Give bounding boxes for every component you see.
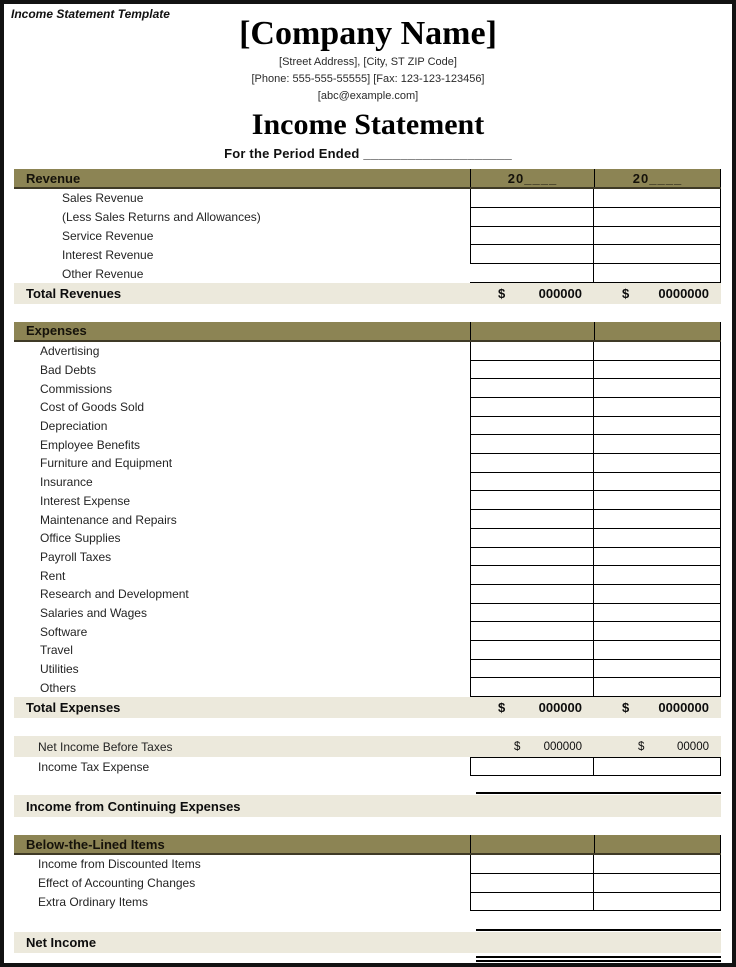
document-header [4,4,732,161]
amount-cell-year1[interactable] [470,361,594,380]
amount-cell-year2[interactable] [594,855,721,874]
below-the-line-row [14,874,721,893]
expense-row [14,361,721,380]
expense-items [14,342,721,697]
expense-row [14,491,721,510]
amount-cell-year2[interactable] [594,566,721,585]
amount-cell-year1[interactable] [470,510,594,529]
amount-cell-year1[interactable] [470,622,594,641]
expense-item-label: Salaries and Wages [40,605,147,620]
expense-item-label: Payroll Taxes [40,549,112,564]
amount-cell-year1[interactable] [470,398,594,417]
amount-cell-year2[interactable] [594,208,721,227]
revenue-item-label: Other Revenue [62,266,144,281]
amount-cell-year1[interactable] [470,641,594,660]
nibt-year2-value: 00000 [677,740,709,753]
expense-row [14,510,721,529]
expense-row [14,342,721,361]
total-revenues-label: Total Revenues [26,285,122,301]
address-placeholder[interactable]: [Street Address], [City, ST ZIP Code] [279,56,457,68]
currency-sign: $ [622,285,630,301]
income-from-continuing-row [14,795,721,817]
total-expenses-year1-value: 000000 [538,700,582,716]
email-placeholder[interactable]: [abc@example.com] [317,90,419,102]
amount-cell-year1[interactable] [470,548,594,567]
amount-cell-year2[interactable] [594,361,721,380]
amount-cell-year2[interactable] [594,548,721,567]
amount-cell-year2[interactable] [594,510,721,529]
amount-cell-year2[interactable] [594,660,721,679]
net-income-label: Net Income [26,935,97,951]
amount-cell-year2[interactable] [594,227,721,246]
total-expenses-row [14,697,721,718]
revenue-row [14,245,721,264]
expense-row [14,585,721,604]
amount-cell-year1[interactable] [470,491,594,510]
currency-sign: $ [638,740,645,753]
total-revenues-year1 [470,283,594,304]
amount-cell-year2[interactable] [594,379,721,398]
expense-row [14,417,721,436]
expense-item-label: Travel [40,643,73,658]
total-revenues-year2 [594,283,721,304]
amount-cell-year1[interactable] [470,604,594,623]
expense-item-label: Employee Benefits [40,437,141,452]
expense-row [14,622,721,641]
expense-item-label: Insurance [40,475,93,490]
expense-item-label: Advertising [40,344,100,359]
amount-cell-year1[interactable] [470,660,594,679]
income-statement-table [14,169,721,953]
net-income-before-taxes-row [14,736,721,757]
revenue-row [14,227,721,246]
expense-row [14,454,721,473]
income-tax-expense-label: Income Tax Expense [38,759,150,774]
amount-cell-year2[interactable] [594,264,721,283]
amount-cell-year1[interactable] [470,678,594,697]
btl-year2-header-cell [594,835,721,853]
below-the-line-section-header [14,835,721,855]
amount-cell-year2[interactable] [594,585,721,604]
amount-cell-year2[interactable] [594,678,721,697]
below-the-line-item-label: Extra Ordinary Items [38,895,149,910]
expense-item-label: Interest Expense [40,493,131,508]
double-underline-rule [476,956,721,962]
revenue-row [14,189,721,208]
total-revenues-year2-value: 0000000 [658,285,709,301]
expense-row [14,529,721,548]
amount-cell-year2[interactable] [594,622,721,641]
revenue-item-label: Service Revenue [62,228,154,243]
expense-item-label: Software [40,624,88,639]
below-the-line-header-label: Below-the-Lined Items [26,836,165,852]
amount-cell-year2[interactable] [594,757,721,776]
company-name-placeholder[interactable]: [Company Name] [239,15,497,52]
amount-cell-year2[interactable] [594,604,721,623]
total-revenues-row [14,283,721,304]
expense-row [14,379,721,398]
year-columns-rule [476,792,721,794]
income-from-continuing-label: Income from Continuing Expenses [26,798,241,814]
expenses-header-label: Expenses [26,323,87,339]
currency-sign: $ [514,740,521,753]
expense-item-label: Maintenance and Repairs [40,512,177,527]
total-expenses-year1 [470,697,594,718]
nibt-year1-value: 000000 [543,740,582,753]
amount-cell-year2[interactable] [594,454,721,473]
below-the-line-item-label: Income from Discounted Items [38,857,201,872]
expense-item-label: Bad Debts [40,363,97,378]
currency-sign: $ [622,700,630,716]
year-columns-rule [476,929,721,931]
expense-item-label: Research and Development [40,587,189,602]
amount-cell-year1[interactable] [470,855,594,874]
total-expenses-year2 [594,697,721,718]
amount-cell-year1[interactable] [470,342,594,361]
amount-cell-year1[interactable] [470,227,594,246]
expense-item-label: Others [40,680,77,695]
amount-cell-year1[interactable] [470,585,594,604]
template-watermark-label: Income Statement Template [11,7,170,21]
below-the-line-items [14,855,721,911]
revenue-item-label: (Less Sales Returns and Allowances) [62,210,261,225]
net-income-before-taxes-label: Net Income Before Taxes [38,739,173,754]
nibt-year2 [594,736,721,757]
amount-cell-year1[interactable] [470,189,594,208]
revenue-item-label: Sales Revenue [62,191,144,206]
total-revenues-year1-value: 000000 [538,285,582,301]
amount-cell-year2[interactable] [594,874,721,893]
amount-cell-year2[interactable] [594,398,721,417]
below-the-line-row [14,855,721,874]
amount-cell-year1[interactable] [470,208,594,227]
amount-cell-year2[interactable] [594,417,721,436]
amount-cell-year1[interactable] [470,874,594,893]
income-tax-expense-row [14,757,721,776]
revenue-section-header [14,169,721,189]
expense-row [14,641,721,660]
expense-row [14,604,721,623]
expense-row [14,566,721,585]
amount-cell-year1[interactable] [470,435,594,454]
amount-cell-year2[interactable] [594,245,721,264]
expenses-section-header [14,322,721,342]
below-the-line-item-label: Effect of Accounting Changes [38,876,196,891]
currency-sign: $ [498,285,506,301]
amount-cell-year1[interactable] [470,264,594,283]
amount-cell-year2[interactable] [594,641,721,660]
amount-cell-year1[interactable] [470,473,594,492]
amount-cell-year1[interactable] [470,245,594,264]
revenue-row [14,264,721,283]
total-expenses-label: Total Expenses [26,700,121,716]
amount-cell-year2[interactable] [594,893,721,912]
total-expenses-year2-value: 0000000 [658,700,709,716]
amount-cell-year1[interactable] [470,417,594,436]
expense-item-label: Commissions [40,381,113,396]
amount-cell-year1[interactable] [470,454,594,473]
phone-fax-placeholder[interactable]: [Phone: 555-555-55555] [Fax: 123-123-123456] [251,73,485,85]
year1-column-header[interactable]: 20____ [470,169,594,187]
expense-row [14,660,721,679]
expenses-year1-header-cell [470,322,594,340]
revenue-row [14,208,721,227]
amount-cell-year2[interactable] [594,435,721,454]
amount-cell-year1[interactable] [470,893,594,912]
expense-row [14,435,721,454]
nibt-year1 [470,736,594,757]
below-the-line-row [14,893,721,912]
revenue-item-label: Interest Revenue [62,247,154,262]
expenses-year2-header-cell [594,322,721,340]
expense-row [14,548,721,567]
year2-column-header[interactable]: 20____ [594,169,721,187]
expense-item-label: Depreciation [40,419,108,434]
amount-cell-year2[interactable] [594,529,721,548]
expense-item-label: Cost of Goods Sold [40,400,145,415]
expense-item-label: Utilities [40,662,79,677]
expense-item-label: Rent [40,568,66,583]
revenue-items [14,189,721,283]
expense-item-label: Office Supplies [40,531,121,546]
period-ended-fill-in[interactable]: For the Period Ended ____________________ [224,146,512,161]
document-title: Income Statement [251,108,485,141]
amount-cell-year2[interactable] [594,491,721,510]
amount-cell-year1[interactable] [470,529,594,548]
expense-row [14,473,721,492]
expense-row [14,678,721,697]
net-income-row [14,932,721,953]
revenue-header-label: Revenue [26,170,81,186]
amount-cell-year1[interactable] [470,379,594,398]
expense-item-label: Furniture and Equipment [40,456,173,471]
expense-row [14,398,721,417]
amount-cell-year2[interactable] [594,342,721,361]
btl-year1-header-cell [470,835,594,853]
amount-cell-year2[interactable] [594,473,721,492]
amount-cell-year2[interactable] [594,189,721,208]
amount-cell-year1[interactable] [470,757,594,776]
amount-cell-year1[interactable] [470,566,594,585]
currency-sign: $ [498,700,506,716]
